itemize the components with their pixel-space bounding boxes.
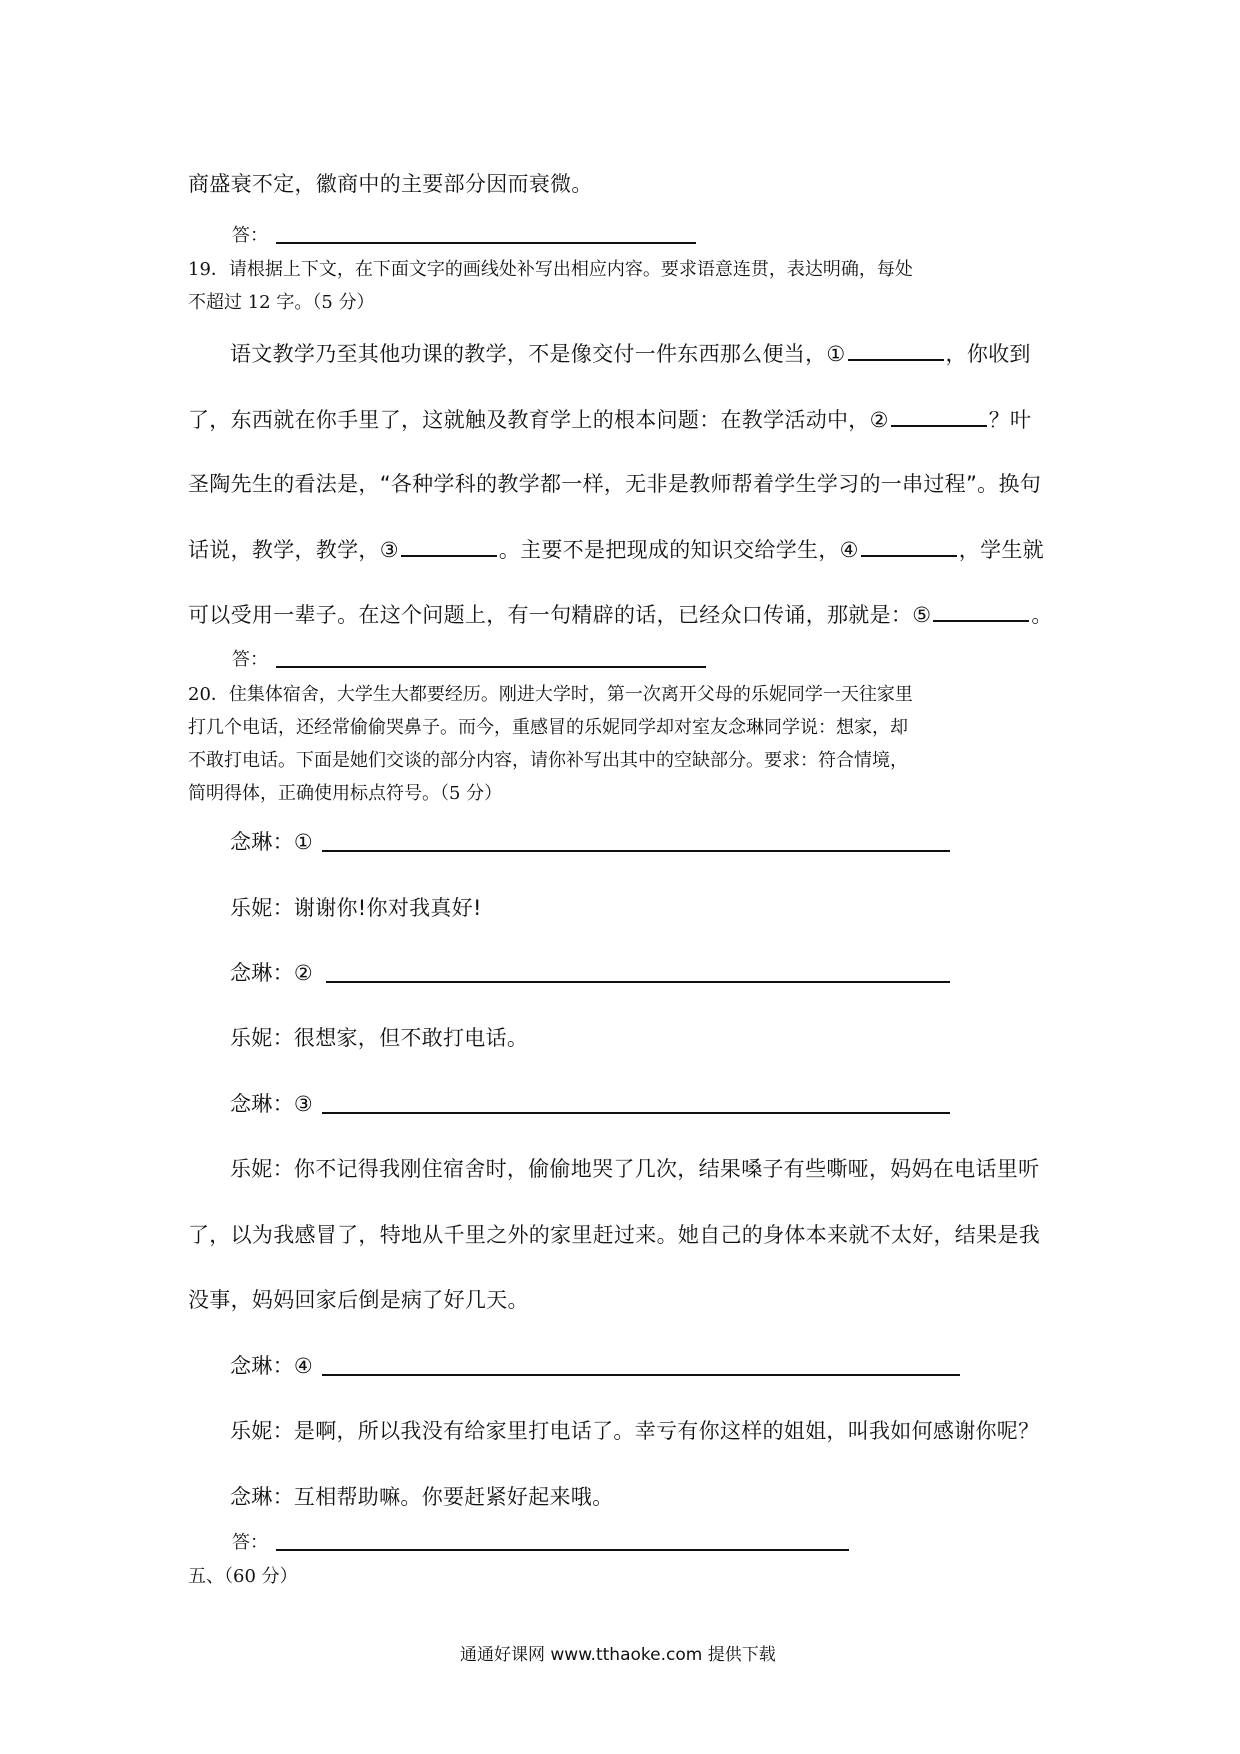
q20-dialogue-2: 乐妮：谢谢你!你对我真好! <box>230 896 482 920</box>
q18-tail-text: 商盛衰不定，徽商中的主要部分因而衰微。 <box>188 172 593 196</box>
q19-passage-line4-a: 话说，教学，教学，③ <box>188 538 399 562</box>
q20-answer-label: 答： <box>232 1532 268 1553</box>
q18-answer-line[interactable] <box>276 242 696 244</box>
q20-dialogue-4: 乐妮：很想家，但不敢打电话。 <box>230 1026 529 1050</box>
page-footer: 通通好课网 www.tthaoke.com 提供下载 <box>460 1645 776 1665</box>
q20-answer-line[interactable] <box>276 1549 849 1551</box>
q20-prompt-line4: 简明得体，正确使用标点符号。（5 分） <box>188 783 503 804</box>
q19-passage-line2-a: 了，东西就在你手里了，这就触及教育学上的根本问题：在教学活动中，② <box>188 408 889 432</box>
q19-prompt-line1: 19．请根据上下文，在下面文字的画线处补写出相应内容。要求语意连贯，表达明确，每处 <box>188 259 913 280</box>
q20-dialogue-7: 念琳：④ <box>230 1354 314 1378</box>
q20-blank-3[interactable] <box>322 1112 950 1114</box>
q19-passage-line4-c: ，学生就 <box>958 538 1044 562</box>
q19-passage-line1 <box>230 337 1031 368</box>
q19-passage-line5-a: 可以受用一辈子。在这个问题上，有一句精辟的话，已经众口传诵，那就是：⑤ <box>188 603 932 627</box>
q20-dialogue-1: 念琳：① <box>230 830 314 854</box>
q19-blank-5[interactable] <box>933 598 1029 622</box>
q20-dialogue-6-line3: 没事，妈妈回家后倒是病了好几天。 <box>188 1288 529 1312</box>
q18-answer-label: 答： <box>232 225 268 246</box>
q19-blank-2[interactable] <box>891 403 987 427</box>
q19-passage-line4-b: 。主要不是把现成的知识交给学生，④ <box>498 538 859 562</box>
q19-blank-4[interactable] <box>861 533 957 557</box>
q20-blank-1[interactable] <box>322 850 950 852</box>
section-5-heading: 五、（60 分） <box>188 1566 298 1587</box>
q19-prompt-line2: 不超过 12 字。（5 分） <box>188 292 375 313</box>
q19-passage-line5 <box>188 598 1053 629</box>
q19-blank-3[interactable] <box>401 533 497 557</box>
q20-prompt-line3: 不敢打电话。下面是她们交谈的部分内容，请你补写出其中的空缺部分。要求：符合情境， <box>188 750 908 771</box>
q19-passage-line1-b: ，你收到 <box>945 342 1031 366</box>
q20-dialogue-5: 念琳：③ <box>230 1092 314 1116</box>
q20-prompt-line1: 20．住集体宿舍，大学生大都要经历。刚进大学时，第一次离开父母的乐妮同学一天往家里 <box>188 684 913 705</box>
q19-answer-line[interactable] <box>276 666 706 668</box>
q20-dialogue-3: 念琳：② <box>230 961 314 985</box>
q19-passage-line1-a: 语文教学乃至其他功课的教学，不是像交付一件东西那么便当，① <box>230 342 846 366</box>
q19-passage-line3: 圣陶先生的看法是，“各种学科的教学都一样，无非是教师帮着学生学习的一串过程”。换句 <box>188 472 1042 496</box>
q20-blank-2[interactable] <box>326 981 950 983</box>
q19-passage-line2 <box>188 403 1031 434</box>
q19-answer-label: 答： <box>232 649 268 670</box>
q19-passage-line2-b: ？叶 <box>988 408 1032 432</box>
q19-passage-line5-b: 。 <box>1031 603 1053 627</box>
q20-dialogue-9: 念琳：互相帮助嘛。你要赶紧好起来哦。 <box>230 1485 614 1509</box>
q20-blank-4[interactable] <box>322 1374 960 1376</box>
q20-dialogue-6-line1: 乐妮：你不记得我刚住宿舍时，偷偷地哭了几次，结果嗓子有些嘶哑，妈妈在电话里听 <box>230 1157 1040 1181</box>
q20-dialogue-8: 乐妮：是啊，所以我没有给家里打电话了。幸亏有你这样的姐姐，叫我如何感谢你呢？ <box>230 1419 1040 1443</box>
q19-passage-line4 <box>188 533 1044 564</box>
q20-dialogue-6-line2: 了，以为我感冒了，特地从千里之外的家里赶过来。她自己的身体本来就不太好，结果是我 <box>188 1223 1040 1247</box>
q20-prompt-line2: 打几个电话，还经常偷偷哭鼻子。而今，重感冒的乐妮同学却对室友念琳同学说：想家，却 <box>188 717 908 738</box>
q19-blank-1[interactable] <box>848 337 944 361</box>
